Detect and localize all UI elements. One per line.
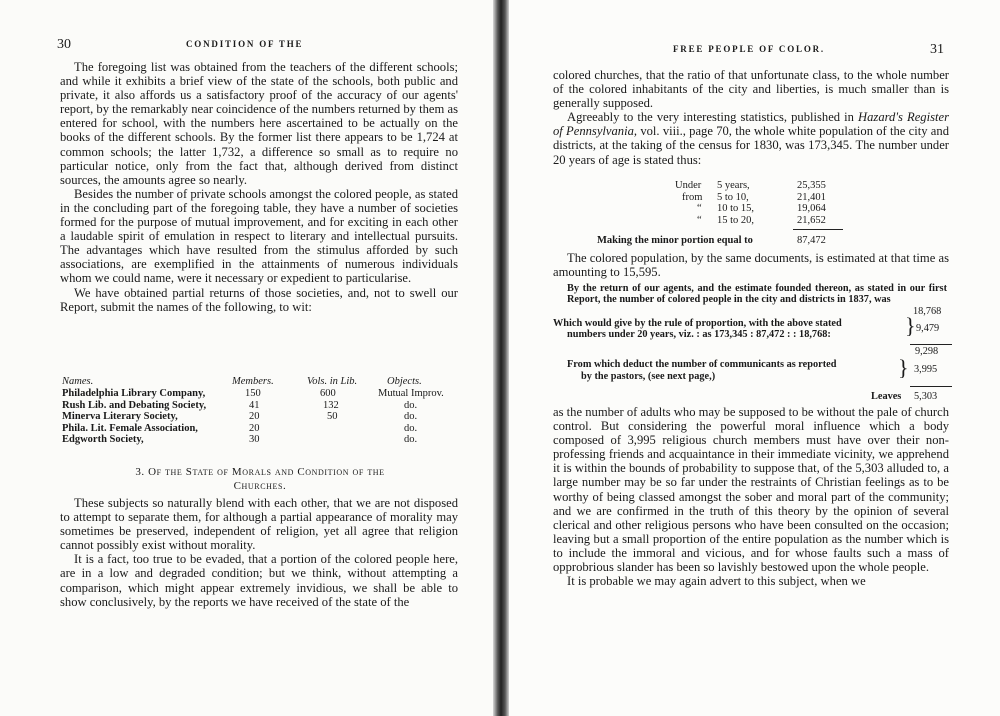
right-running-head: FREE PEOPLE OF COLOR.: [673, 44, 825, 54]
section-heading: [60, 465, 460, 493]
table-cell: Under: [675, 180, 702, 191]
table-cell: 150: [245, 388, 261, 399]
sum-rule: [910, 344, 952, 345]
brace-icon: }: [905, 313, 916, 338]
ages-table: [669, 180, 869, 230]
table-cell: “: [697, 214, 702, 226]
calc-value: 9,298: [915, 346, 939, 357]
left-running-head: CONDITION OF THE: [186, 39, 304, 49]
table-header-vols: Vols. in Lib.: [307, 376, 358, 387]
table-cell: Edgworth Society,: [62, 434, 144, 445]
table-header-objects: Objects.: [387, 376, 422, 387]
table-cell: Minerva Literary Society,: [62, 411, 178, 422]
ages-total-row: [597, 235, 857, 249]
book-gutter: [493, 0, 509, 716]
societies-table: [62, 376, 462, 446]
right-page: [509, 0, 1000, 716]
calc-line: By the return of our agents, and the estimate founded thereon, as stated in our first Report, the number of colored people in the city and districts in 1837, was: [567, 283, 947, 306]
table-cell: do.: [404, 422, 418, 434]
table-cell: “: [697, 203, 702, 214]
table-cell: 30: [249, 434, 260, 445]
paragraph: The colored population, by the same documents, is estimated at that time as amounting to 15,595.: [553, 251, 949, 280]
table-cell: do.: [404, 411, 418, 422]
table-cell: 50: [327, 411, 338, 422]
table-cell: 20: [249, 411, 260, 422]
left-text-bottom: [60, 496, 458, 609]
left-page: [0, 0, 493, 716]
table-cell: 21,652: [797, 214, 826, 226]
calc-line: From which deduct the number of communicants as reported: [567, 359, 837, 370]
table-cell: 15 to 20,: [717, 214, 755, 226]
paragraph: colored churches, that the ratio of that unfortunate class, to the whole number of the colored inhabitants of the city and liberties, is much smaller than is generally supposed.: [553, 68, 949, 111]
table-cell: 19,064: [797, 203, 826, 214]
section-heading-line: 3. Of the State of Morals and Condition of the: [135, 466, 385, 478]
total-value: 87,472: [797, 235, 826, 246]
calc-line: Which would give by the rule of proportion, with the above stated: [553, 317, 842, 329]
table-cell: Philadelphia Library Company,: [62, 388, 206, 399]
calc-value: 18,768: [913, 306, 942, 317]
table-cell: 600: [320, 388, 336, 399]
calc-value: 9,479: [916, 323, 940, 334]
table-header-members: Members.: [232, 376, 274, 387]
right-page-number: 31: [930, 42, 944, 57]
calc-value: 5,303: [914, 391, 938, 402]
right-text-colored-pop: [553, 251, 949, 279]
sum-rule: [910, 386, 952, 387]
table-cell: Mutual Improv.: [378, 388, 444, 399]
paragraph: [553, 110, 949, 166]
section-heading-line: Churches.: [233, 480, 287, 492]
calc-line: by the pastors, (see next page,): [581, 370, 716, 382]
paragraph: as the number of adults who may be supposed to be without the pale of church control. But considering the powerful moral influence which a body composed of 3,995 religious church members must have over their non-professing friends and acquaintance in their immediate vicinity, we apprehend it is within the bounds of probability to suppose that, of the 5,303 alluded to, a large number may be so far under the restraints of Christian feelings as to be worthy of being classed amongst the sober and moral part of the community; and we are confirmed in the truth of this theory by the opinion of several clerical and other religious persons who have been consulted on the occasion; leaving but a small proportion of the entire population as the number which is to include the immoral and vicious, and for whose faults such a mass of opprobrious slander has been so lavishly bestowed upon the whole people.: [553, 405, 949, 575]
table-cell: 41: [249, 399, 260, 411]
text-span: vol. viii., page 70, the whole white population of the city and districts, at the taking of the census for 1830, was 173,345. The number under 20 years of age is stated thus:: [553, 124, 949, 167]
table-cell: Rush Lib. and Debating Society,: [62, 399, 207, 411]
left-page-number: 30: [57, 37, 71, 52]
table-cell: 21,401: [797, 191, 826, 203]
table-cell: 25,355: [797, 180, 826, 191]
right-text-bottom: [553, 405, 949, 588]
table-cell: do.: [404, 399, 418, 411]
table-cell: do.: [404, 434, 418, 445]
table-cell: from: [682, 191, 703, 203]
paragraph: Besides the number of private schools amongst the colored people, as stated in the concluding part of the foregoing table, they have a number of societies formed for the purpose of mutual improvement, and for exciting in each other a laudable spirit of emulation in respect to literary and intellectual pursuits. The advantages which have resulted from the stimulus afforded by such associations, are exemplified in the attainments of numerous individuals whom we could name, were it necessary or expedient to particularise.: [60, 186, 458, 286]
left-text-top: [60, 60, 458, 314]
table-cell: 5 to 10,: [717, 191, 749, 203]
table-cell: 20: [249, 422, 260, 434]
table-cell: 5 years,: [717, 180, 750, 191]
brace-icon: }: [898, 355, 909, 380]
table-cell: 10 to 15,: [717, 203, 755, 214]
table-cell: 132: [323, 399, 339, 411]
calc-label: Leaves: [871, 391, 902, 402]
paragraph: It is probable we may again advert to this subject, when we: [567, 574, 866, 589]
table-cell: Phila. Lit. Female Association,: [62, 422, 198, 434]
publication-title: Hazard's Register of Pennsylvania,: [553, 110, 949, 139]
calc-value: 3,995: [914, 364, 938, 375]
sum-rule: [793, 229, 843, 230]
paragraph: We have obtained partial returns of those societies, and, not to swell our Report, submit the names of the following, to wit:: [60, 285, 458, 314]
calc-line: numbers under 20 years, viz. : as 173,345 : 87,472 : : 18,768:: [567, 328, 831, 340]
calculation-block: [553, 283, 953, 403]
table-header-names: Names.: [62, 376, 94, 387]
total-label: Making the minor portion equal to: [597, 235, 753, 246]
paragraph: These subjects so naturally blend with each other, that we are not disposed to attempt to separate them, for although a partial appearance of morality may sometimes be preserved, independent of religion, yet all agree that religion cannot possibly exist without morality.: [60, 496, 458, 553]
paragraph: The foregoing list was obtained from the teachers of the different schools; and while it exhibits a brief view of the state of the schools, both public and private, it also affords us a satisfactory proof of the accuracy of our agents' report, by the remarkably near coincidence of the numbers returned by them as entered for school, with the numbers here ascertained to be actually on the books of the different schools. By the former list there appears to be 1,724 at common schools; the latter 1,732, a difference so small as to require no particular notice, only from the fact that, although derived from distinct sources, the amounts agree so nearly.: [60, 60, 458, 187]
text-span: Agreeably to the very interesting statistics, published in: [567, 110, 859, 125]
right-text-top: [553, 68, 949, 167]
paragraph: It is a fact, too true to be evaded, that a portion of the colored people here, are in a low and degraded condition; but we think, without attempting a comparison, which might appear extremely invidious, we shall be able to show conclusively, by the reports we have received of the state of the: [60, 552, 458, 609]
